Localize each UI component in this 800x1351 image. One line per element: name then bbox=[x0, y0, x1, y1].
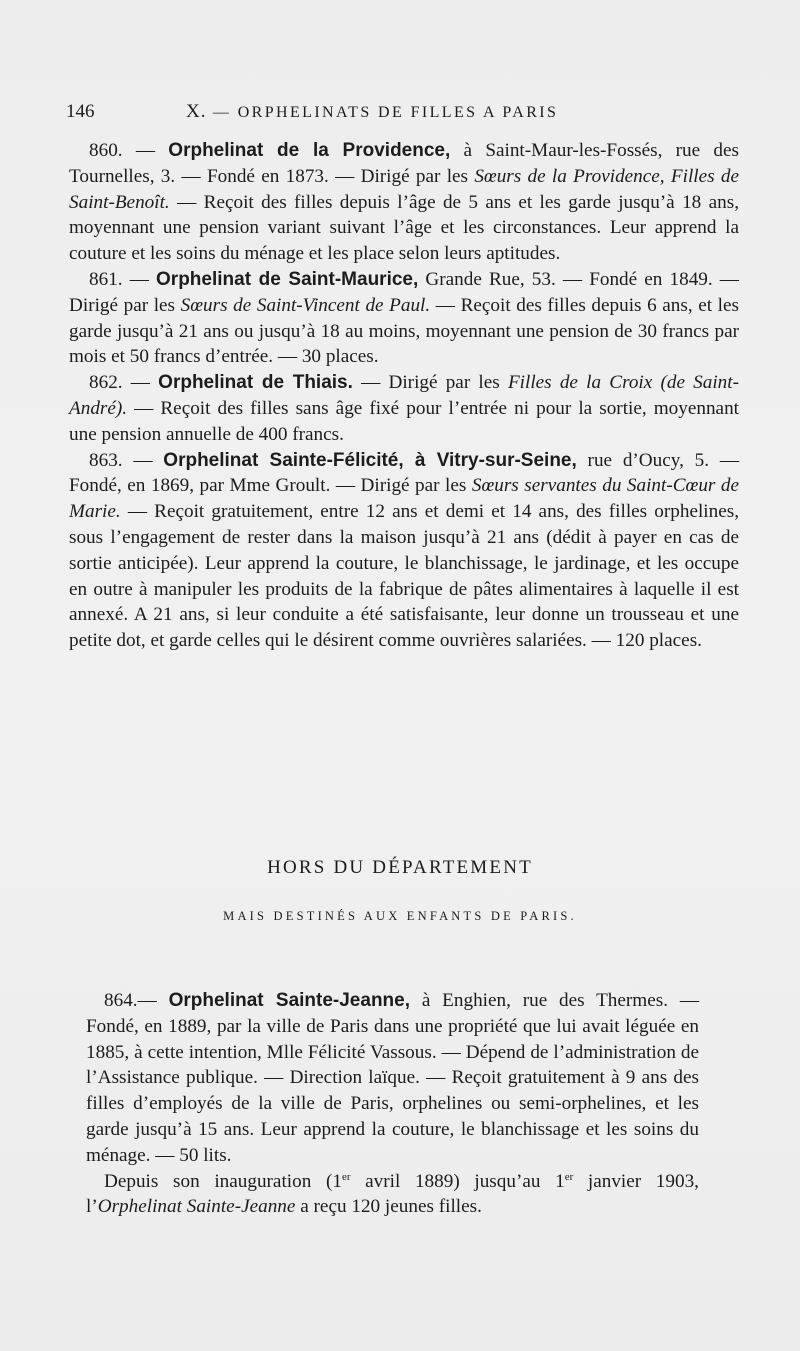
entry-862 bbox=[69, 370, 739, 447]
ordinal-sup: er bbox=[564, 1170, 574, 1183]
entry-name: Orphelinat de Thiais. bbox=[158, 372, 353, 394]
entry-number: 861. — bbox=[89, 268, 149, 290]
entry-text: — Reçoit des filles sans âge fixé pour l’entrée ni pour la sortie, moyennant une pension annuelle de 400 francs. bbox=[69, 397, 739, 445]
entry-name: Orphelinat de la Providence, bbox=[168, 140, 451, 161]
chapter-number: X. bbox=[186, 101, 207, 122]
entry-name: Orphelinat Sainte-Jeanne, bbox=[168, 990, 411, 1011]
entry-number: 863. — bbox=[89, 449, 153, 471]
running-title bbox=[186, 101, 558, 123]
entry-text: — Reçoit des filles depuis 6 ans, et les garde jusqu’à 21 ans ou jusqu’à 18 au moins, moyennant une pension de 30 francs par mois et 50 francs d’entrée. — 30 places. bbox=[69, 294, 739, 368]
entries-list bbox=[69, 138, 739, 654]
entry-order: Sœurs de la Providence, Filles de Saint-Benoît. bbox=[69, 165, 739, 213]
entry-name: Orphelinat Sainte-Félicité, à Vitry-sur-Seine, bbox=[163, 449, 577, 471]
entry-863 bbox=[69, 448, 739, 654]
entry-order: Sœurs servantes du Saint-Cœur de Marie. bbox=[69, 475, 739, 523]
note-text: a reçu 120 jeunes filles. bbox=[295, 1196, 482, 1218]
entry-860 bbox=[69, 138, 739, 267]
chapter-title: — ORPHELINATS DE FILLES A PARIS bbox=[212, 104, 559, 121]
entry-864-note bbox=[86, 1169, 699, 1221]
note-italic: Orphelinat Sainte-Jeanne bbox=[97, 1196, 296, 1218]
note-text: Depuis son inauguration (1 bbox=[104, 1170, 342, 1192]
entry-864 bbox=[86, 988, 699, 1220]
entry-order: Sœurs de Saint-Vincent de Paul. bbox=[180, 294, 431, 316]
entry-861 bbox=[69, 267, 739, 370]
running-header bbox=[66, 101, 586, 123]
note-text: avril 1889) jusqu’au 1 bbox=[350, 1170, 565, 1192]
entry-text: à Saint-Maur-les-Fossés, rue des Tournelles, 3. — Fondé en 1873. — Dirigé par les bbox=[69, 140, 740, 187]
entry-text: — Reçoit gratuitement, entre 12 ans et demi et 14 ans, des filles orphelines, sous l’engagement de rester dans la maison jusqu’à 21 ans (dédit à payer en cas de sortie anticipée). Leur apprend la couture, le blanchissage, le jardinage, et les occupe en outre à manipuler les produits de la fabrique de pâtes alimentaires à laquelle il est annexé. A 21 ans, si leur conduite a été satisfaisante, leur donne un trousseau et une petite dot, et garde celles qui le désirent comme ouvrières salariées. — 120 places. bbox=[69, 501, 739, 652]
ordinal-sup: er bbox=[341, 1170, 351, 1183]
entry-text: — Dirigé par les bbox=[352, 372, 508, 394]
section-subheading: MAIS DESTINÉS AUX ENFANTS DE PARIS. bbox=[223, 909, 577, 923]
entry-text: rue d’Oucy, 5. — Fondé, en 1869, par Mme Groult. — Dirigé par les bbox=[69, 449, 740, 497]
page-number: 146 bbox=[66, 101, 95, 122]
note-text: janvier 1903, l’ bbox=[86, 1170, 699, 1218]
entry-number: 864.— bbox=[104, 990, 157, 1011]
entry-864-paragraph bbox=[86, 988, 699, 1169]
section-heading: HORS DU DÉPARTEMENT bbox=[267, 857, 533, 878]
entry-order: Filles de la Croix (de Saint-André). bbox=[69, 372, 739, 419]
entry-text: — Reçoit des filles depuis l’âge de 5 ans et les garde jusqu’à 18 ans, moyennant une pension variant suivant l’âge et les circonstances. Leur apprend la couture et les soins du ménage et les place selon leurs aptitudes. bbox=[69, 191, 739, 265]
entry-number: 862. — bbox=[89, 372, 150, 394]
entry-number: 860. — bbox=[89, 140, 156, 161]
entry-text: à Enghien, rue des Thermes. — Fondé, en 1889, par la ville de Paris dans une propriété que lui avait léguée en 1885, à cette intention, Mlle Félicité Vassous. — Dépend de l’administration de l’Assistance publique. — Direction laïque. — Reçoit gratuitement à 9 ans des filles d’employés de la ville de Paris, orphelines ou semi-orphelines, et les garde jusqu’à 15 ans. Leur apprend la couture, le blanchissage et les soins du ménage. — 50 lits. bbox=[86, 990, 700, 1166]
entry-text: Grande Rue, 53. — Fondé en 1849. — Dirigé par les bbox=[69, 268, 739, 316]
entry-name: Orphelinat de Saint-Maurice, bbox=[156, 268, 419, 290]
